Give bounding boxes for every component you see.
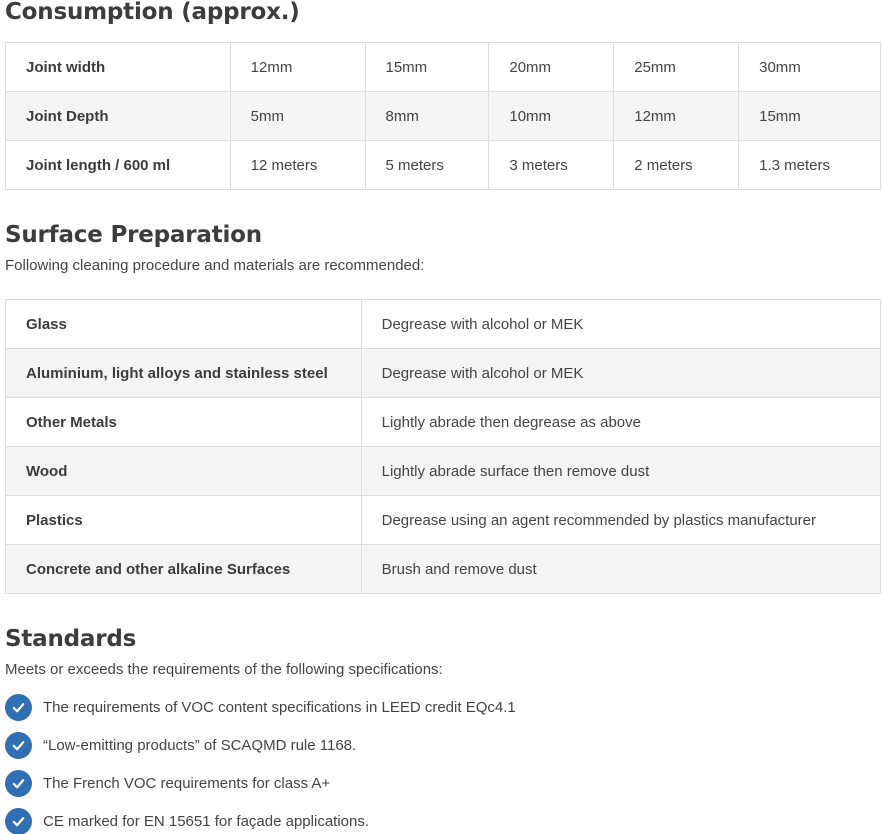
table-row <box>6 141 881 190</box>
surface-preparation-intro: Following cleaning procedure and materials are recommended: <box>5 257 425 274</box>
method-cell: Degrease with alcohol or MEK <box>361 349 880 398</box>
material-cell: Concrete and other alkaline Surfaces <box>6 545 362 594</box>
list-item <box>5 726 516 764</box>
method-cell: Degrease using an agent recommended by plastics manufacturer <box>361 496 880 545</box>
list-item <box>5 688 516 726</box>
check-circle-icon <box>5 770 32 797</box>
standard-text: CE marked for EN 15651 for façade applications. <box>43 812 370 830</box>
surface-preparation-table <box>5 299 881 594</box>
table-cell: 8mm <box>365 92 489 141</box>
table-row <box>6 300 881 349</box>
table-cell: 3 meters <box>489 141 614 190</box>
check-circle-icon <box>5 694 32 721</box>
consumption-title: Consumption (approx.) <box>5 0 300 25</box>
table-row <box>6 43 881 92</box>
table-cell: 15mm <box>365 43 489 92</box>
table-cell: 15mm <box>739 92 881 141</box>
material-cell: Glass <box>6 300 362 349</box>
row-label: Joint length / 600 ml <box>6 141 231 190</box>
table-cell: 12mm <box>230 43 365 92</box>
method-cell: Lightly abrade then degrease as above <box>361 398 880 447</box>
list-item <box>5 802 516 834</box>
table-row <box>6 545 881 594</box>
standards-list <box>5 688 516 834</box>
consumption-table <box>5 42 881 190</box>
material-cell: Plastics <box>6 496 362 545</box>
table-cell: 10mm <box>489 92 614 141</box>
row-label: Joint width <box>6 43 231 92</box>
standards-intro: Meets or exceeds the requirements of the following specifications: <box>5 661 443 678</box>
table-cell: 12 meters <box>230 141 365 190</box>
row-label: Joint Depth <box>6 92 231 141</box>
material-cell: Wood <box>6 447 362 496</box>
table-cell: 5 meters <box>365 141 489 190</box>
table-cell: 25mm <box>614 43 739 92</box>
table-row <box>6 398 881 447</box>
standard-text: The French VOC requirements for class A+ <box>43 774 331 792</box>
method-cell: Degrease with alcohol or MEK <box>361 300 880 349</box>
standards-title: Standards <box>5 626 137 652</box>
method-cell: Brush and remove dust <box>361 545 880 594</box>
list-item <box>5 764 516 802</box>
table-row <box>6 92 881 141</box>
table-cell: 2 meters <box>614 141 739 190</box>
table-cell: 5mm <box>230 92 365 141</box>
table-cell: 12mm <box>614 92 739 141</box>
table-row <box>6 496 881 545</box>
material-cell: Other Metals <box>6 398 362 447</box>
table-cell: 30mm <box>739 43 881 92</box>
surface-preparation-title: Surface Preparation <box>5 222 262 248</box>
table-row <box>6 447 881 496</box>
table-row <box>6 349 881 398</box>
check-circle-icon <box>5 732 32 759</box>
standard-text: “Low-emitting products” of SCAQMD rule 1168. <box>43 736 357 754</box>
method-cell: Lightly abrade surface then remove dust <box>361 447 880 496</box>
table-cell: 1.3 meters <box>739 141 881 190</box>
standard-text: The requirements of VOC content specifications in LEED credit EQc4.1 <box>43 698 516 716</box>
check-circle-icon <box>5 808 32 834</box>
material-cell: Aluminium, light alloys and stainless steel <box>6 349 362 398</box>
table-cell: 20mm <box>489 43 614 92</box>
